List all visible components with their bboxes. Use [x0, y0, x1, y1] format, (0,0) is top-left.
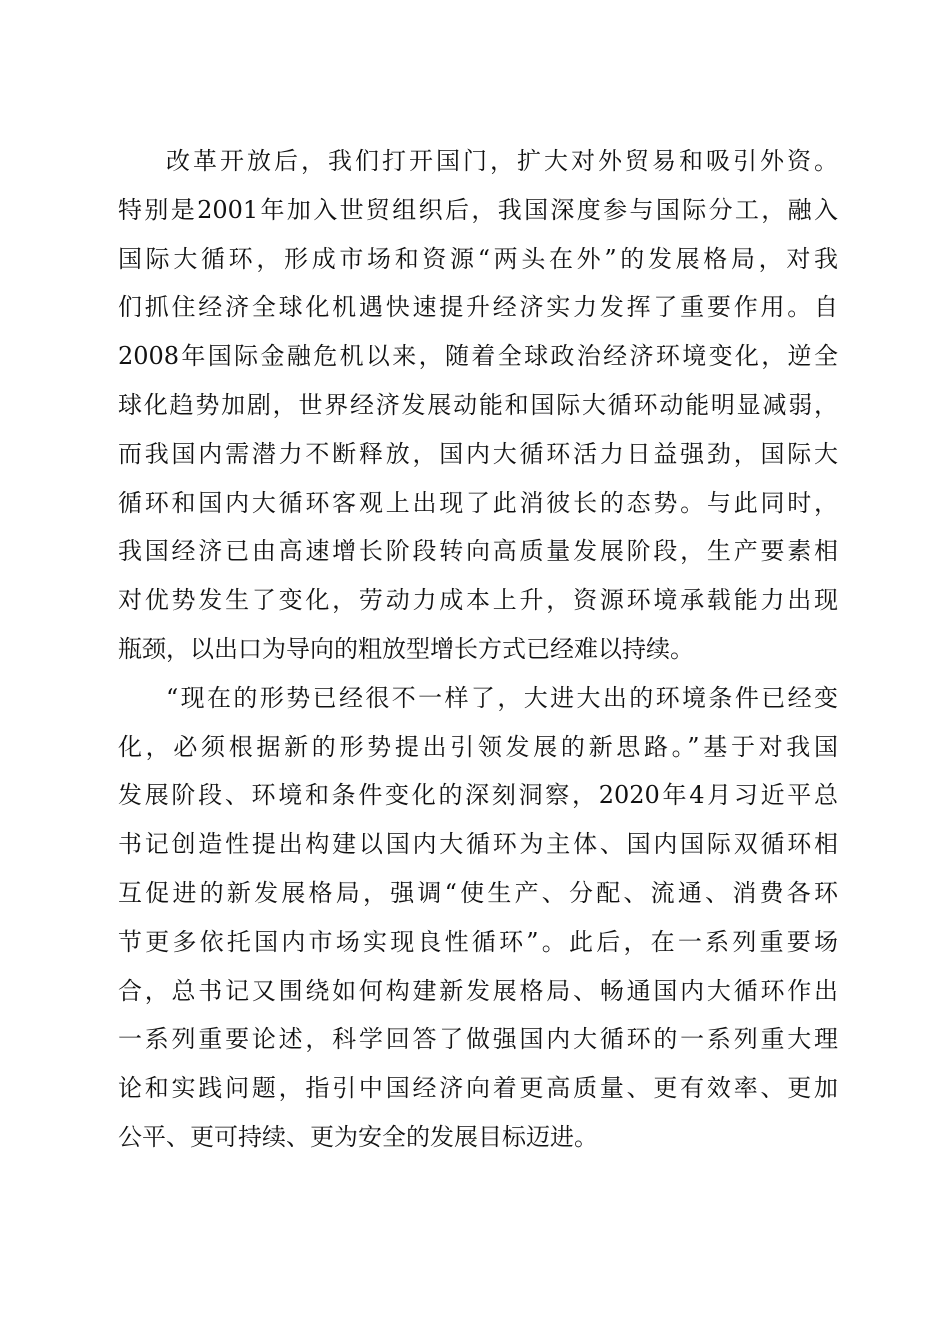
paragraph-line: “现在的形势已经很不一样了，大进大出的环境条件已经变 — [166, 683, 838, 712]
paragraph-line: 发展阶段、环境和条件变化的深刻洞察，2020年4月习近平总 — [118, 781, 838, 810]
paragraph-line: 公平、更可持续、更为安全的发展目标迈进。 — [118, 1122, 598, 1151]
paragraph-line: 们抓住经济全球化机遇快速提升经济实力发挥了重要作用。自 — [118, 293, 838, 322]
paragraph-line: 节更多依托国内市场实现良性循环”。此后，在一系列重要场 — [118, 927, 838, 956]
paragraph-line: 瓶颈，以出口为导向的粗放型增长方式已经难以持续。 — [118, 634, 694, 663]
paragraph-line: 国际大循环，形成市场和资源“两头在外”的发展格局，对我 — [118, 244, 838, 273]
paragraph-line: 论和实践问题，指引中国经济向着更高质量、更有效率、更加 — [118, 1074, 838, 1103]
paragraph-line: 特别是2001年加入世贸组织后，我国深度参与国际分工，融入 — [118, 195, 838, 224]
paragraph-line: 而我国内需潜力不断释放，国内大循环活力日益强劲，国际大 — [118, 439, 838, 468]
paragraph-line: 改革开放后，我们打开国门，扩大对外贸易和吸引外资。 — [166, 147, 838, 175]
paragraph-line: 互促进的新发展格局，强调“使生产、分配、流通、消费各环 — [118, 878, 838, 907]
paragraph-line: 合，总书记又围绕如何构建新发展格局、畅通国内大循环作出 — [118, 976, 838, 1005]
paragraph-line: 书记创造性提出构建以国内大循环为主体、国内国际双循环相 — [118, 830, 838, 859]
paragraph-line: 循环和国内大循环客观上出现了此消彼长的态势。与此同时， — [118, 488, 838, 517]
paragraph-line: 化，必须根据新的形势提出引领发展的新思路。”基于对我国 — [118, 732, 838, 761]
paragraph-line: 对优势发生了变化，劳动力成本上升，资源环境承载能力出现 — [118, 586, 838, 615]
paragraph-line: 2008年国际金融危机以来，随着全球政治经济环境变化，逆全 — [118, 342, 838, 371]
paragraph-line: 球化趋势加剧，世界经济发展动能和国际大循环动能明显减弱， — [118, 390, 838, 419]
document-body — [118, 137, 838, 1162]
paragraph-line: 一系列重要论述，科学回答了做强国内大循环的一系列重大理 — [118, 1025, 838, 1054]
paragraph-line: 我国经济已由高速增长阶段转向高质量发展阶段，生产要素相 — [118, 537, 838, 566]
paragraph-2 — [118, 674, 838, 1162]
paragraph-1 — [118, 137, 838, 674]
